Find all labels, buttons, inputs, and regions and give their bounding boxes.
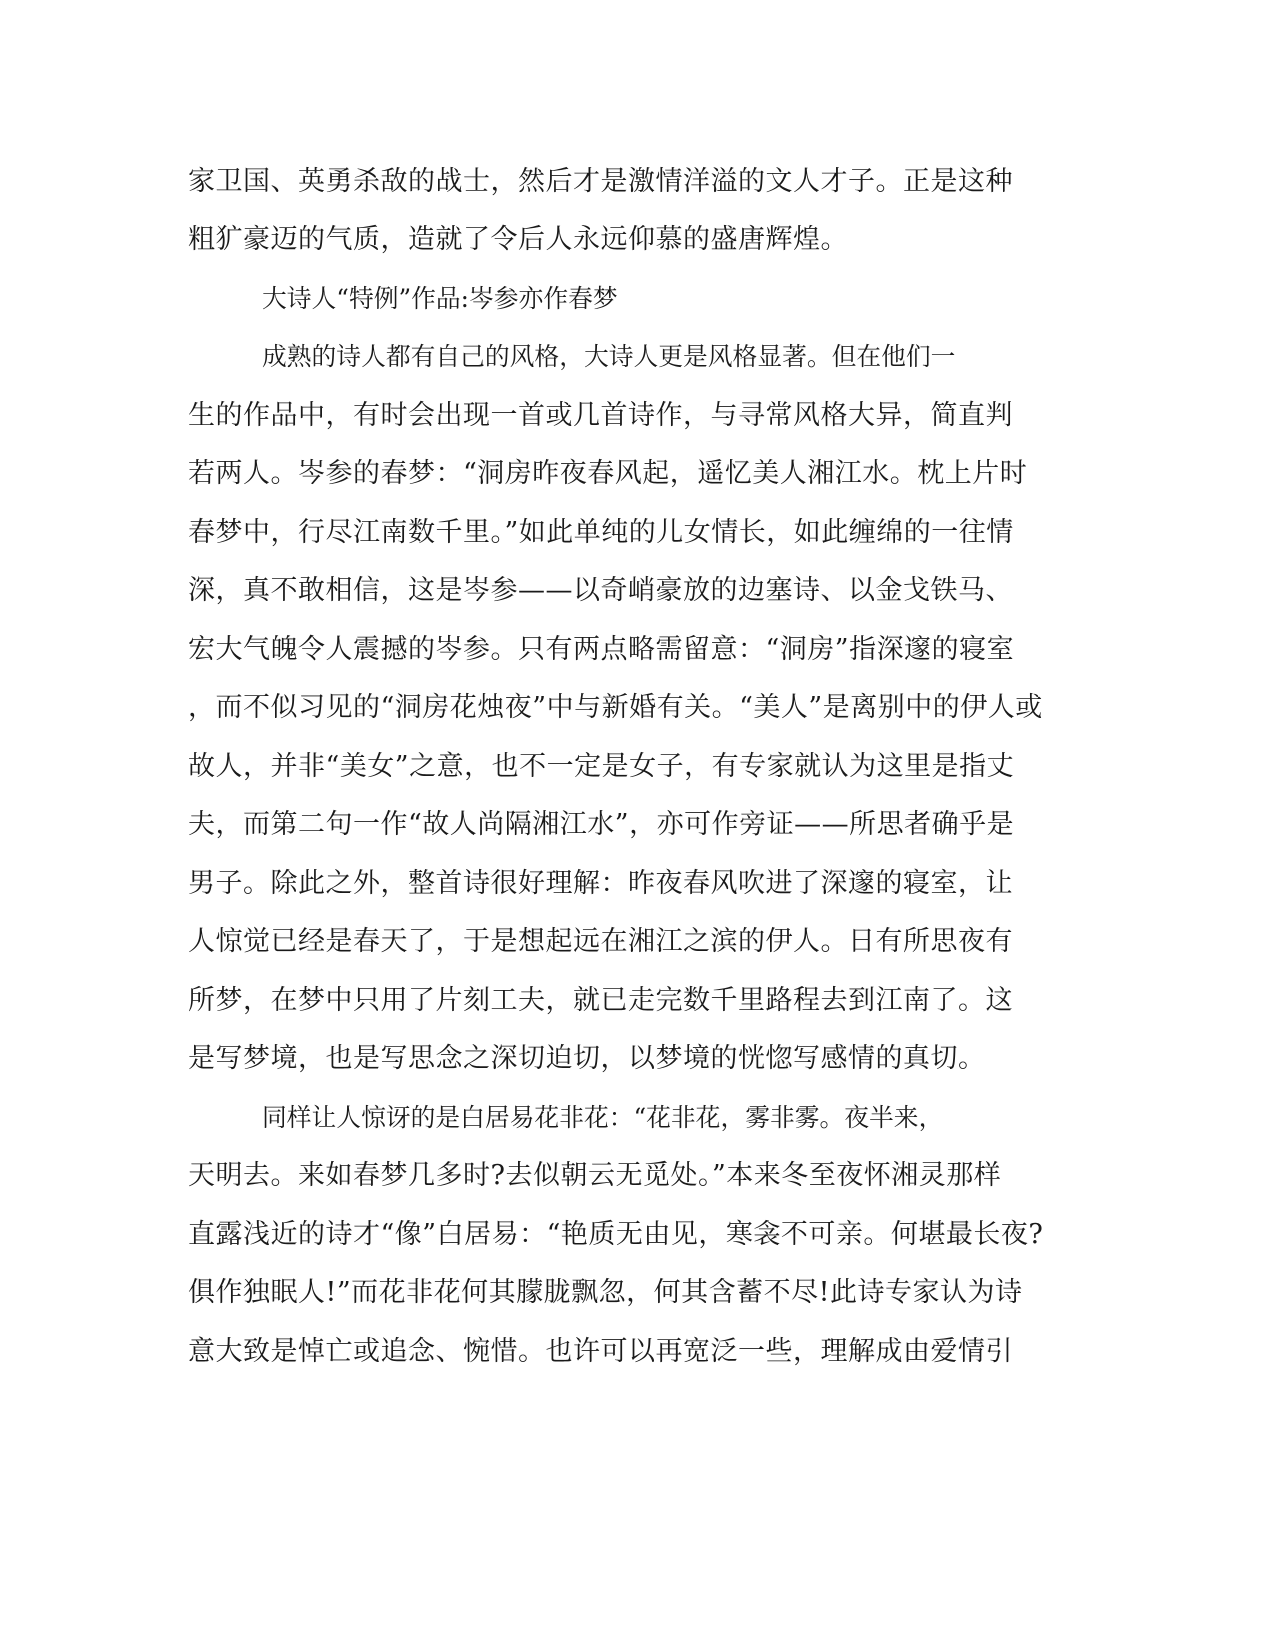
- text-line: 宏大气魄令人震撼的岑参。只有两点略需留意：“洞房”指深邃的寝室: [188, 634, 1015, 665]
- paragraph-first-line: 同样让人惊讶的是白居易花非花：“花非花，雾非雾。夜半来，: [262, 1103, 944, 1132]
- text-line: 春梦中，行尽江南数千里。”如此单纯的儿女情长，如此缠绵的一往情: [188, 517, 1014, 548]
- text-line: 家卫国、英勇杀敌的战士，然后才是激情洋溢的文人才子。正是这种: [188, 166, 1013, 197]
- text-line: 天明去。来如春梦几多时?去似朝云无觅处。”本来冬至夜怀湘灵那样: [188, 1160, 1002, 1191]
- text-line: 俱作独眠人!”而花非花何其朦胧飘忽，何其含蓄不尽!此诗专家认为诗: [188, 1277, 1023, 1308]
- text-line: 直露浅近的诗才“像”白居易：“艳质无由见，寒衾不可亲。何堪最长夜?: [188, 1219, 1044, 1250]
- text-line: 夫，而第二句一作“故人尚隔湘江水”，亦可作旁证——所思者确乎是: [188, 809, 1015, 840]
- text-line: 是写梦境，也是写思念之深切迫切，以梦境的恍惚写感情的真切。: [188, 1043, 986, 1074]
- text-line: 粗犷豪迈的气质，造就了令后人永远仰慕的盛唐辉煌。: [188, 224, 848, 255]
- text-line: 所梦，在梦中只用了片刻工夫，就已走完数千里路程去到江南了。这: [188, 985, 1013, 1016]
- text-line: 生的作品中，有时会出现一首或几首诗作，与寻常风格大异，简直判: [188, 400, 1013, 431]
- text-line: 男子。除此之外，整首诗很好理解：昨夜春风吹进了深邃的寝室，让: [188, 868, 1013, 899]
- paragraph-first-line: 成熟的诗人都有自己的风格，大诗人更是风格显著。但在他们一: [262, 342, 956, 371]
- section-heading: 大诗人“特例”作品:岑参亦作春梦: [262, 284, 618, 313]
- text-line: 人惊觉已经是春天了，于是想起远在湘江之滨的伊人。日有所思夜有: [188, 926, 1013, 957]
- text-line: 故人，并非“美女”之意，也不一定是女子，有专家就认为这里是指丈: [188, 751, 1015, 782]
- text-line: 意大致是悼亡或追念、惋惜。也许可以再宽泛一些，理解成由爱情引: [188, 1336, 1013, 1367]
- text-line: ，而不似习见的“洞房花烛夜”中与新婚有关。“美人”是离别中的伊人或: [188, 692, 1043, 723]
- text-line: 若两人。岑参的春梦：“洞房昨夜春风起，遥忆美人湘江水。枕上片时: [188, 458, 1028, 489]
- text-line: 深，真不敢相信，这是岑参——以奇峭豪放的边塞诗、以金戈铁马、: [188, 575, 1013, 606]
